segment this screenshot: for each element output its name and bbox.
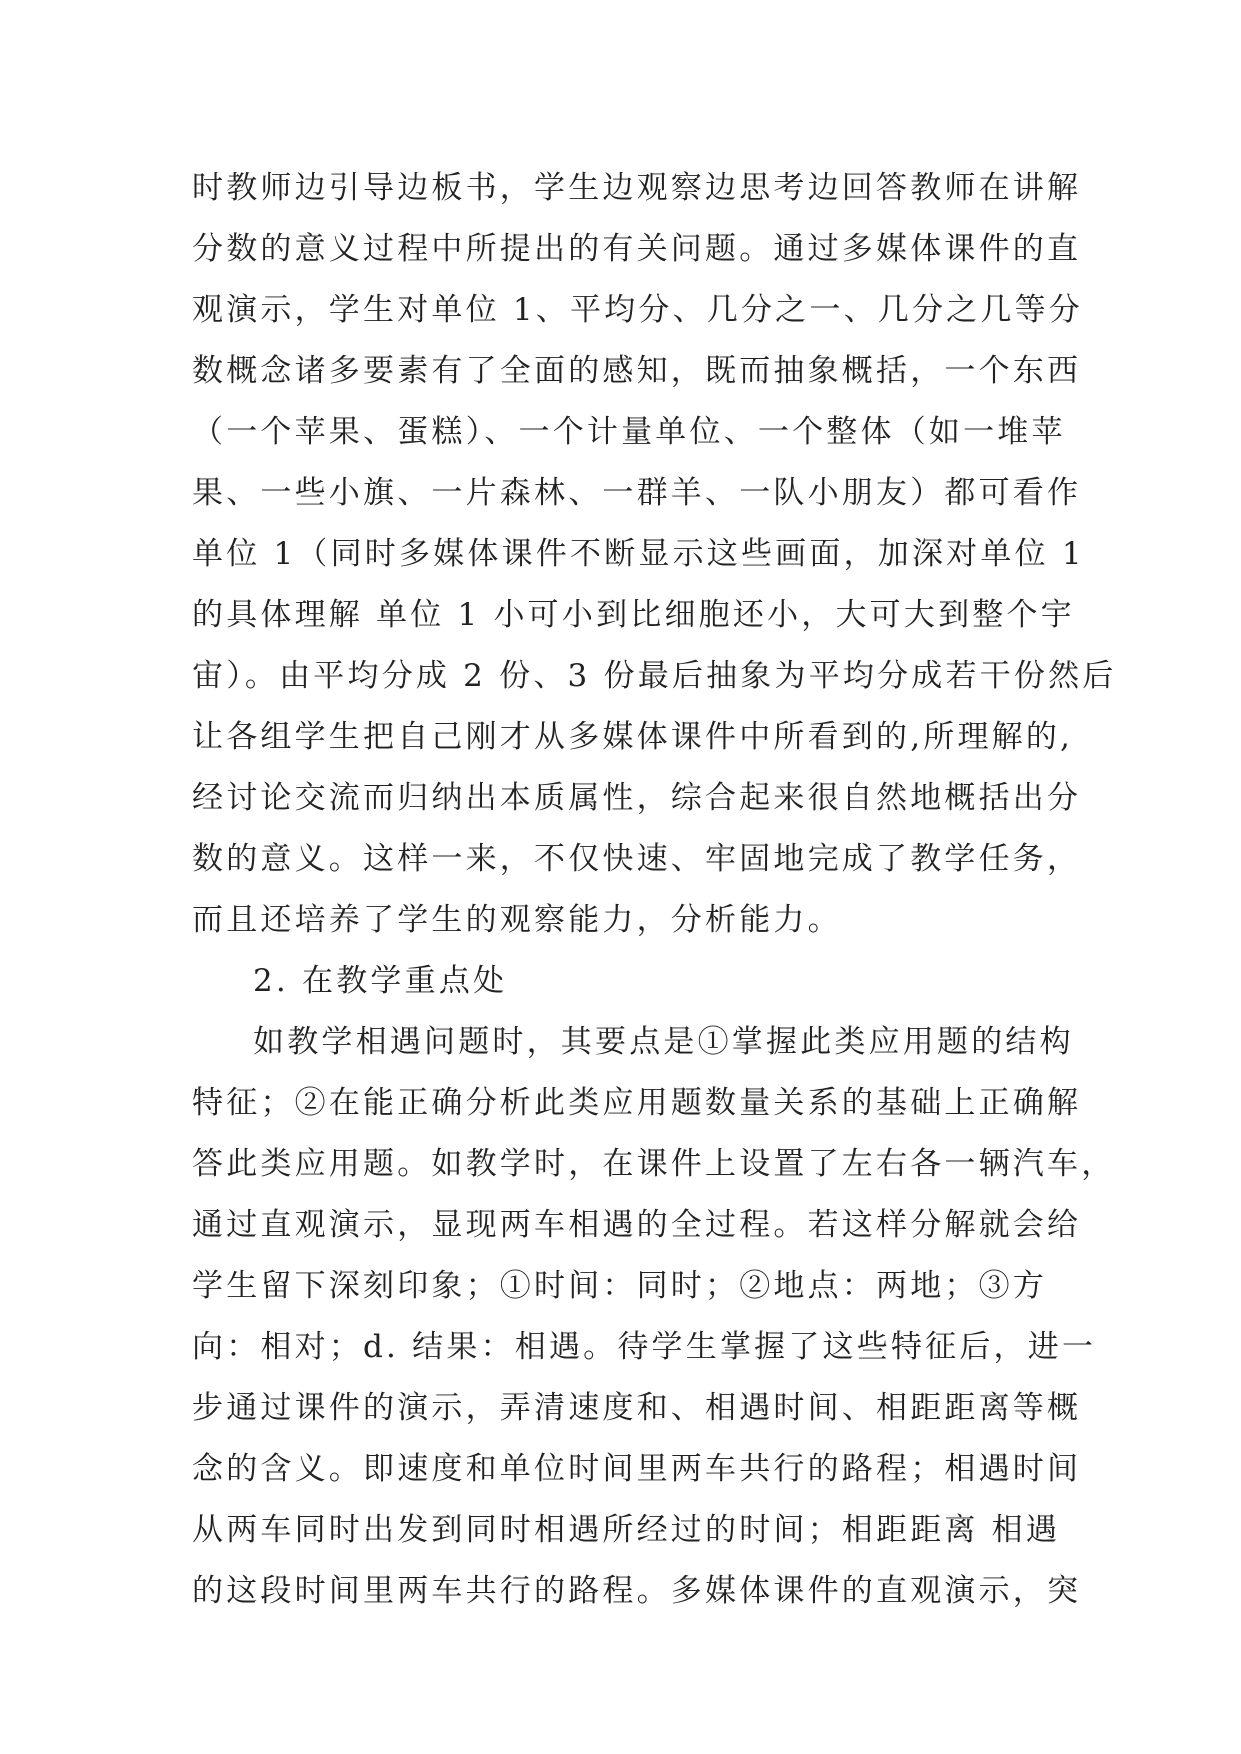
text-line: 的具体理解 单位 1 小可小到比细胞还小，大可大到整个宇 — [192, 597, 1075, 633]
text-line: 步通过课件的演示，弄清速度和、相遇时间、相距距离等概 — [192, 1390, 1082, 1426]
text-line: 特征；②在能正确分析此类应用题数量关系的基础上正确解 — [192, 1085, 1082, 1121]
text-line: 时教师边引导边板书，学生边观察边思考边回答教师在讲解 — [192, 170, 1082, 206]
text-line: 而且还培养了学生的观察能力，分析能力。 — [192, 902, 842, 938]
text-line: 数的意义。这样一来，不仅快速、牢固地完成了教学任务， — [192, 841, 1082, 877]
section-heading: 2. 在教学重点处 — [253, 963, 508, 999]
text-line: 宙）。由平均分成 2 份、3 份最后抽象为平均分成若干份然后 — [192, 658, 1117, 694]
text-line: 果、一些小旗、一片森林、一群羊、一队小朋友）都可看作 — [192, 475, 1082, 511]
text-line: 让各组学生把自己刚才从多媒体课件中所看到的,所理解的, — [192, 719, 1074, 755]
text-line: 念的含义。即速度和单位时间里两车共行的路程；相遇时间 — [192, 1451, 1082, 1487]
text-line: 答此类应用题。如教学时，在课件上设置了左右各一辆汽车， — [192, 1146, 1116, 1182]
text-line: 观演示，学生对单位 1、平均分、几分之一、几分之几等分 — [192, 292, 1083, 328]
text-line: 向：相对；d. 结果：相遇。待学生掌握了这些特征后，进一 — [192, 1329, 1097, 1365]
text-line: （一个苹果、蛋糕）、一个计量单位、一个整体（如一堆苹 — [192, 414, 1066, 450]
text-line: 学生留下深刻印象；①时间：同时；②地点：两地；③方 — [192, 1268, 1047, 1304]
text-line: 单位 1（同时多媒体课件不断显示这些画面，加深对单位 1 — [192, 536, 1085, 572]
text-line: 分数的意义过程中所提出的有关问题。通过多媒体课件的直 — [192, 231, 1082, 267]
text-line: 从两车同时出发到同时相遇所经过的时间；相距距离 相遇 — [192, 1512, 1061, 1548]
text-line: 数概念诸多要素有了全面的感知，既而抽象概括，一个东西 — [192, 353, 1082, 389]
body-text — [192, 158, 1117, 1622]
text-line: 通过直观演示，显现两车相遇的全过程。若这样分解就会给 — [192, 1207, 1082, 1243]
text-line: 经讨论交流而归纳出本质属性，综合起来很自然地概括出分 — [192, 780, 1082, 816]
text-line: 的这段时间里两车共行的路程。多媒体课件的直观演示，突 — [192, 1573, 1082, 1609]
paragraph-first-line: 如教学相遇问题时，其要点是①掌握此类应用题的结构 — [253, 1024, 1074, 1060]
